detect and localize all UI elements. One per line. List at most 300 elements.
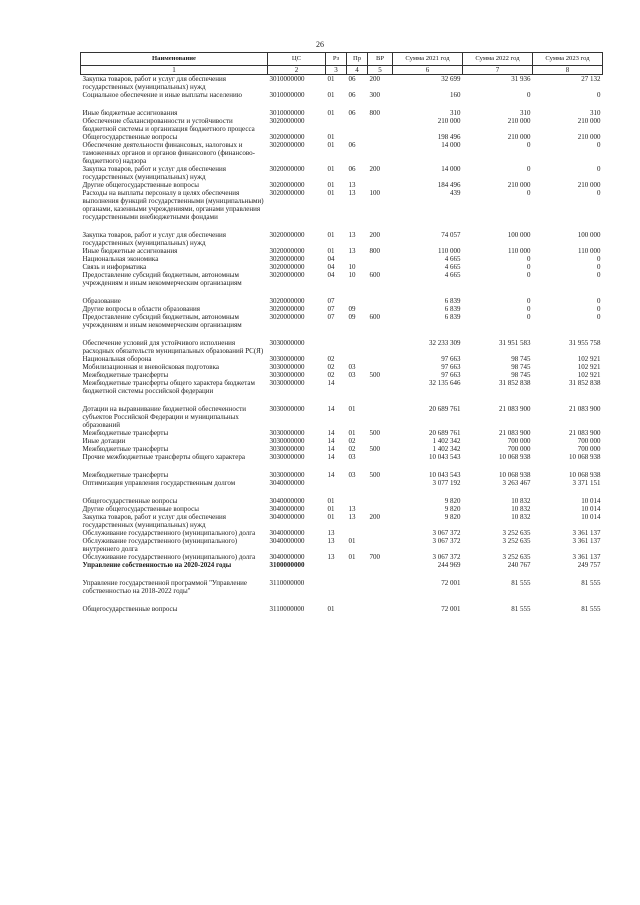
row-sum-2022: 81 555 [511,578,531,587]
row-rz: 02 [327,354,335,363]
row-sum-2022: 100 000 [507,230,531,239]
row-sum-2021: 3 067 372 [432,528,461,537]
row-sum-2023: 100 000 [577,230,601,239]
row-cs: 3030000000 [269,404,305,413]
row-sum-2023: 102 921 [577,370,601,379]
row-name [81,487,268,497]
row-name: Управление государственной программой "Управление собственностью на 2018-2022 годы" [82,578,248,595]
row-name: Связь и информатика [82,262,147,271]
row-pr [347,355,368,363]
row-cs: 3110000000 [269,578,305,587]
row-sum-2023: 27 132 [581,74,601,83]
row-cs: 3110000000 [269,604,305,613]
row-rz: 01 [327,246,335,255]
row-sum-2021: 9 820 [444,512,461,521]
row-cs: 3030000000 [269,370,305,379]
table-row [81,263,603,271]
row-pr [347,99,368,109]
row-sum-2022: 240 767 [507,560,531,569]
table-row [81,497,603,505]
row-pr: 06 [348,140,356,149]
row-cs: 3030000000 [269,470,305,479]
row-cs: 3020000000 [269,116,305,125]
row-rz: 02 [327,362,335,371]
row-pr [347,379,368,395]
row-vr [368,141,393,165]
row-vr: 100 [369,188,380,197]
row-pr: 02 [348,444,356,453]
row-rz [326,395,347,405]
row-sum-2021: 1 402 342 [432,436,461,445]
row-sum-2023: 700 000 [577,444,601,453]
row-pr: 13 [348,180,356,189]
row-cs: 3030000000 [269,444,305,453]
row-pr [347,117,368,133]
row-rz [326,479,347,487]
row-name: Обслуживание государственного (муниципального) внутреннего долга [82,536,238,553]
row-rz: 01 [327,180,335,189]
row-sum-2022: 31 951 583 [499,338,531,347]
row-cs: 3100000000 [269,560,305,569]
header-index-row [81,65,603,74]
row-vr [368,99,393,109]
row-name: Общегосударственные вопросы [82,132,178,141]
row-sum-2022: 210 000 [507,132,531,141]
row-cs: 3010000000 [269,108,305,117]
row-cs: 3020000000 [269,188,305,197]
row-rz [326,99,347,109]
row-sum-2023 [533,221,603,231]
row-rz [326,221,347,231]
table-row [81,429,603,437]
row-sum-2023: 102 921 [577,354,601,363]
row-cs: 3030000000 [269,428,305,437]
row-pr: 06 [348,90,356,99]
row-cs: 3020000000 [269,140,305,149]
row-cs: 3040000000 [269,504,305,513]
row-cs: 3030000000 [269,452,305,461]
row-name: Закупка товаров, работ и услуг для обеспечения государственных (муниципальных) нужд [82,74,226,91]
row-name: Предоставление субсидий бюджетным, автономным учреждениям и иным некоммерческим организациям [82,312,242,329]
table-row [81,513,603,529]
row-vr [368,497,393,505]
row-name: Межбюджетные трансферты [82,428,169,437]
row-sum-2023: 21 083 900 [569,428,601,437]
row-sum-2022: 310 [520,108,531,117]
row-vr [368,605,393,613]
row-sum-2022: 210 000 [507,116,531,125]
row-cs: 3040000000 [269,478,305,487]
table-row [81,109,603,117]
row-sum-2021: 184 496 [437,180,461,189]
row-sum-2021: 74 057 [441,230,461,239]
row-sum-2023: 0 [597,296,601,305]
row-vr: 600 [369,312,380,321]
row-name: Предоставление субсидий бюджетным, автономным учреждениям и иным некоммерческим организациям [82,270,242,287]
row-cs [268,461,326,471]
table-row [81,181,603,189]
row-pr: 01 [348,552,356,561]
row-sum-2022: 98 745 [511,362,531,371]
row-pr [347,479,368,487]
row-sum-2023 [533,595,603,605]
row-cs: 3020000000 [269,312,305,321]
row-name: Прочие межбюджетные трансферты общего характера [82,452,245,461]
row-name: Расходы на выплаты персоналу в целях обеспечения выполнения функций государственными (муниципальными) органами, казенными учреждениями, органами управления государственными внебюджетными фондами [82,188,264,221]
row-sum-2023: 0 [597,270,601,279]
row-name: Закупка товаров, работ и услуг для обеспечения государственных (муниципальных) нужд [82,512,226,529]
table-row [81,339,603,355]
row-sum-2023: 10 068 938 [569,452,601,461]
row-name: Иные дотации [82,436,126,445]
row-vr: 200 [369,230,380,239]
row-vr: 300 [369,90,380,99]
row-sum-2021: 4 665 [444,270,461,279]
row-name: Обеспечение условий для устойчивого исполнения расходных обязательств муниципальных образований РС(Я) [82,338,264,355]
row-name: Управление собственностью на 2020-2024 годы [82,560,232,569]
row-name: Социальное обеспечение и иные выплаты населению [82,90,242,99]
spacer-row [81,595,603,605]
row-pr: 13 [348,246,356,255]
row-sum-2022: 110 000 [508,246,531,255]
row-vr [368,329,393,339]
spacer-row [81,329,603,339]
table-row [81,247,603,255]
row-sum-2023: 3 371 151 [572,478,601,487]
row-pr [347,569,368,579]
row-vr [368,505,393,513]
row-pr [347,461,368,471]
row-sum-2022 [463,221,533,231]
row-pr [347,579,368,595]
row-sum-2021: 244 969 [437,560,461,569]
row-pr [347,133,368,141]
row-vr [368,133,393,141]
row-pr [347,255,368,263]
row-sum-2022 [463,329,533,339]
row-rz: 14 [327,404,335,413]
row-name [81,569,268,579]
row-rz: 01 [327,512,335,521]
row-sum-2021: 110 000 [438,246,461,255]
col-index: 4 [347,65,368,74]
row-sum-2021: 20 689 761 [429,404,461,413]
row-vr: 800 [369,246,380,255]
row-rz: 02 [327,370,335,379]
row-cs: 3040000000 [269,552,305,561]
row-sum-2022 [463,287,533,297]
row-vr [368,461,393,471]
row-sum-2022: 98 745 [511,354,531,363]
row-vr: 500 [369,470,380,479]
row-vr: 200 [369,164,380,173]
row-sum-2021: 72 001 [441,578,461,587]
row-cs: 3030000000 [269,436,305,445]
row-cs: 3020000000 [269,180,305,189]
row-sum-2021 [393,487,463,497]
row-sum-2022: 21 083 900 [499,404,531,413]
row-name: Иные бюджетные ассигнования [82,246,178,255]
row-sum-2021: 3 077 192 [432,478,461,487]
row-sum-2022: 210 000 [507,180,531,189]
table-row [81,363,603,371]
row-sum-2023: 0 [597,262,601,271]
row-name: Иные бюджетные ассигнования [82,108,178,117]
row-pr [347,329,368,339]
row-rz: 14 [327,470,335,479]
row-rz: 14 [327,428,335,437]
row-cs: 3030000000 [269,354,305,363]
row-vr [368,379,393,395]
row-rz: 13 [327,528,335,537]
row-pr: 10 [348,262,356,271]
row-sum-2022: 0 [527,140,531,149]
row-sum-2021: 6 839 [444,304,461,313]
row-pr [347,287,368,297]
row-name [81,329,268,339]
col-header-rz: Рз [326,53,347,66]
table-row [81,561,603,569]
table-row [81,91,603,99]
row-vr [368,487,393,497]
row-sum-2021 [393,569,463,579]
row-rz: 07 [327,304,335,313]
row-cs: 3020000000 [269,132,305,141]
row-rz: 01 [327,140,335,149]
row-cs [268,221,326,231]
row-sum-2022: 98 745 [511,370,531,379]
row-sum-2021: 9 820 [444,504,461,513]
row-sum-2021: 6 839 [444,296,461,305]
table-row [81,355,603,363]
row-vr [368,117,393,133]
row-sum-2022 [463,99,533,109]
row-vr [368,569,393,579]
row-vr [368,363,393,371]
row-cs: 3040000000 [269,496,305,505]
table-row [81,165,603,181]
row-sum-2022: 0 [527,304,531,313]
row-name: Другие вопросы в области образования [82,304,201,313]
row-cs: 3020000000 [269,270,305,279]
table-row [81,471,603,479]
row-vr [368,479,393,487]
row-sum-2021: 310 [450,108,461,117]
row-name: Другие общегосударственные вопросы [82,180,199,189]
row-cs: 3040000000 [269,512,305,521]
spacer-row [81,461,603,471]
row-sum-2021: 4 665 [444,262,461,271]
row-sum-2021: 20 689 761 [429,428,461,437]
row-sum-2023: 110 000 [578,246,601,255]
row-sum-2023: 700 000 [577,436,601,445]
row-sum-2021 [393,395,463,405]
spacer-row [81,221,603,231]
col-header-2023: Сумма 2023 год [533,53,603,66]
spacer-row [81,99,603,109]
table-body [81,74,603,613]
table-row [81,379,603,395]
col-header-vr: ВР [368,53,393,66]
row-sum-2023: 10 068 938 [569,470,601,479]
table-row [81,505,603,513]
row-sum-2023 [533,99,603,109]
row-sum-2022: 10 832 [511,496,531,505]
row-rz: 13 [327,552,335,561]
row-sum-2021: 4 665 [444,254,461,263]
row-sum-2023 [533,461,603,471]
row-rz [326,339,347,355]
row-vr: 500 [369,370,380,379]
row-rz [326,595,347,605]
row-sum-2021: 14 000 [441,140,461,149]
row-sum-2021: 1 402 342 [432,444,461,453]
row-sum-2021: 3 067 372 [432,536,461,545]
table-row [81,605,603,613]
row-sum-2021 [393,287,463,297]
row-vr [368,529,393,537]
row-sum-2023: 81 555 [581,578,601,587]
table-row [81,453,603,461]
row-pr: 03 [348,362,356,371]
col-header-cs: ЦС [268,53,326,66]
row-sum-2023: 0 [597,188,601,197]
table-row [81,371,603,379]
row-sum-2023: 21 083 900 [569,404,601,413]
row-sum-2021: 97 663 [441,354,461,363]
row-sum-2023 [533,487,603,497]
row-vr: 700 [369,552,380,561]
row-vr [368,537,393,553]
row-sum-2021: 32 135 646 [429,378,461,387]
table-row [81,297,603,305]
row-sum-2021: 10 043 543 [429,470,461,479]
table-row [81,437,603,445]
row-vr [368,395,393,405]
row-name: Закупка товаров, работ и услуг для обеспечения государственных (муниципальных) нужд [82,164,226,181]
row-pr: 10 [348,270,356,279]
row-rz: 01 [327,504,335,513]
table-row [81,141,603,165]
row-sum-2023 [533,569,603,579]
row-cs: 3020000000 [269,164,305,173]
row-sum-2023: 3 361 137 [572,552,601,561]
table-row [81,117,603,133]
col-index: 7 [463,65,533,74]
row-name: Другие общегосударственные вопросы [82,504,199,513]
row-cs: 3020000000 [269,296,305,305]
col-index: 6 [393,65,463,74]
row-pr [347,595,368,605]
row-sum-2023: 0 [597,90,601,99]
row-vr [368,595,393,605]
row-cs: 3030000000 [269,362,305,371]
row-name: Межбюджетные трансферты общего характера бюджетам бюджетной системы российской федерации [82,378,255,395]
row-rz: 14 [327,378,335,387]
col-index: 1 [81,65,268,74]
row-rz: 14 [327,452,335,461]
row-pr: 06 [348,74,356,83]
row-name [81,461,268,471]
table-row [81,305,603,313]
row-rz: 13 [327,536,335,545]
table-row [81,553,603,561]
row-sum-2022: 700 000 [507,436,531,445]
row-sum-2023: 10 014 [581,504,601,513]
row-sum-2021: 9 820 [444,496,461,505]
row-sum-2021: 160 [450,90,461,99]
row-pr [347,221,368,231]
row-sum-2023: 102 921 [577,362,601,371]
row-pr: 13 [348,188,356,197]
row-sum-2021 [393,461,463,471]
row-rz: 01 [327,188,335,197]
col-header-2022: Сумма 2022 год [463,53,533,66]
row-cs: 3010000000 [269,74,305,83]
row-vr: 500 [369,444,380,453]
row-name: Образование [82,296,121,305]
row-name: Межбюджетные трансферты [82,444,169,453]
row-rz [326,569,347,579]
row-sum-2023: 3 361 137 [572,528,601,537]
row-cs [268,595,326,605]
row-pr [347,561,368,569]
row-rz: 01 [327,90,335,99]
row-vr [368,287,393,297]
row-sum-2023 [533,287,603,297]
row-sum-2021: 210 000 [437,116,461,125]
table-row [81,445,603,453]
row-name: Оптимизация управления государственным долгом [82,478,236,487]
row-vr [368,355,393,363]
row-pr: 01 [348,404,356,413]
col-index: 5 [368,65,393,74]
table-row [81,313,603,329]
table-row [81,479,603,487]
row-sum-2022: 0 [527,262,531,271]
row-sum-2023: 0 [597,312,601,321]
row-name [81,395,268,405]
row-rz [326,561,347,569]
row-pr: 03 [348,452,356,461]
row-pr: 13 [348,512,356,521]
table-row [81,255,603,263]
row-vr [368,437,393,445]
row-sum-2022: 0 [527,270,531,279]
row-cs: 3020000000 [269,262,305,271]
row-cs: 3020000000 [269,304,305,313]
col-index: 3 [326,65,347,74]
row-name: Межбюджетные трансферты [82,470,169,479]
spacer-row [81,395,603,405]
row-vr [368,255,393,263]
row-cs: 3010000000 [269,90,305,99]
row-sum-2022: 0 [527,90,531,99]
row-pr: 01 [348,536,356,545]
row-sum-2021 [393,221,463,231]
spacer-row [81,569,603,579]
row-cs: 3030000000 [269,338,305,347]
row-rz: 04 [327,254,335,263]
row-sum-2022: 10 068 938 [499,452,531,461]
row-sum-2023: 210 000 [577,116,601,125]
row-vr: 600 [369,270,380,279]
table-row [81,405,603,429]
row-pr: 01 [348,428,356,437]
row-rz: 01 [327,496,335,505]
row-rz [326,117,347,133]
row-sum-2023: 10 014 [581,496,601,505]
